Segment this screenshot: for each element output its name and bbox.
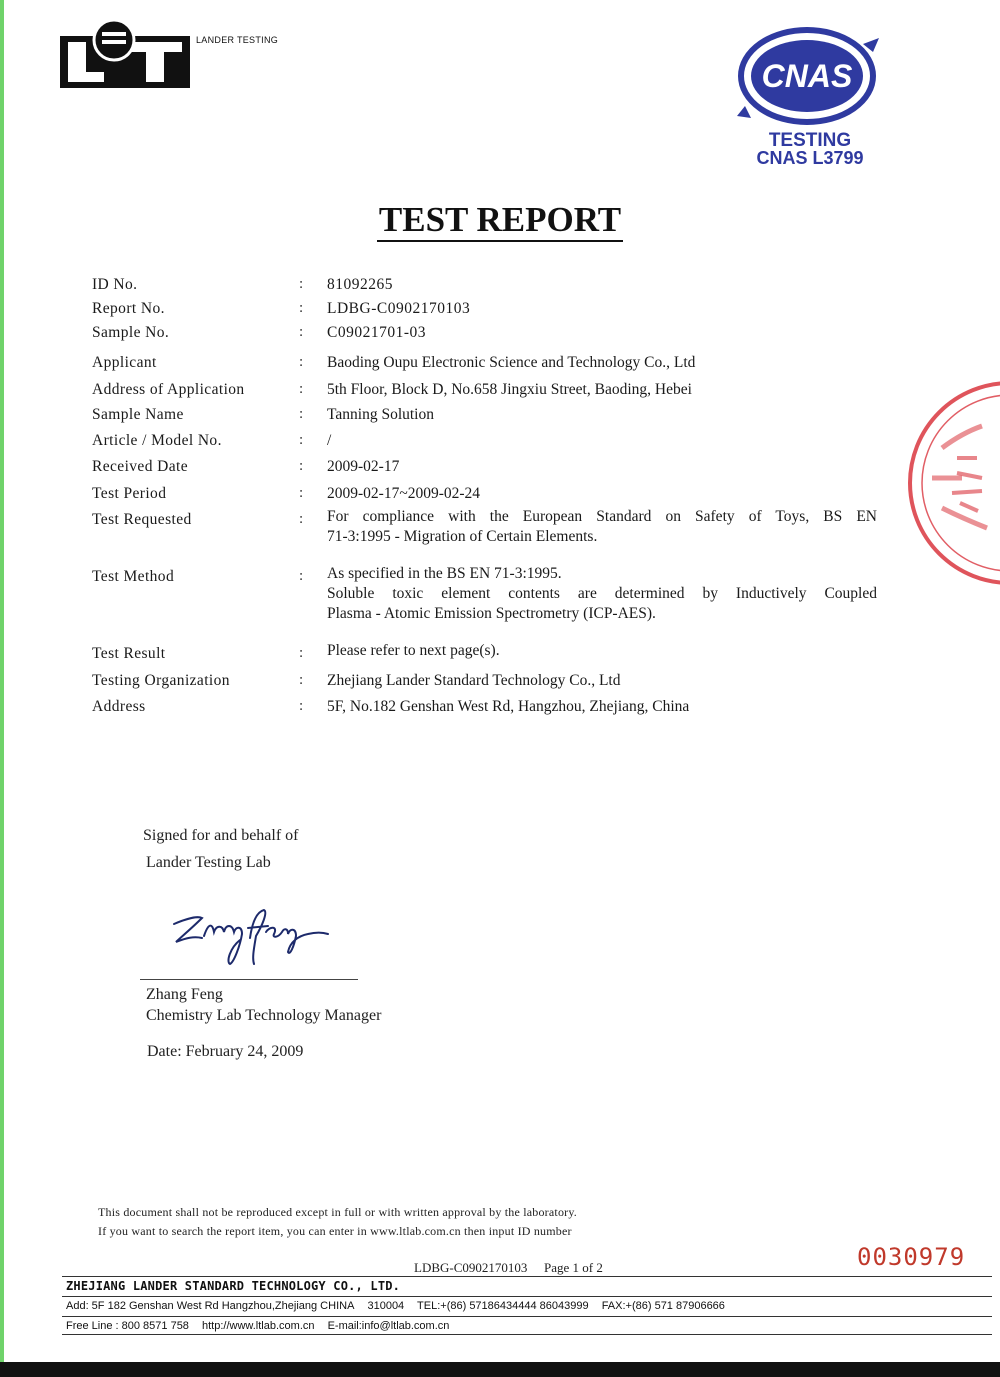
field-value: 2009-02-17~2009-02-24 xyxy=(327,485,481,502)
footer-tel: TEL:+(86) 57186434444 86043999 xyxy=(417,1300,589,1312)
signed-for-text: Signed for and behalf of xyxy=(143,827,299,844)
field-value: 5th Floor, Block D, No.658 Jingxiu Street, Baoding, Hebei xyxy=(327,381,692,398)
field-label: Testing Organization xyxy=(92,672,230,689)
field-value-line: 71-3:1995 - Migration of Certain Elements. xyxy=(327,528,598,545)
lab-name-text: Lander Testing Lab xyxy=(146,854,271,871)
field-label: Address of Application xyxy=(92,381,245,398)
logo-text: LANDER TESTING xyxy=(196,35,279,45)
footer-company-name: ZHEJIANG LANDER STANDARD TECHNOLOGY CO., LTD. xyxy=(66,1279,401,1293)
serial-number: 0030979 xyxy=(857,1243,966,1271)
bottom-edge-bar xyxy=(0,1362,1000,1377)
handwritten-signature-icon xyxy=(168,902,338,972)
footer-fax: FAX:+(86) 571 87906666 xyxy=(601,1300,725,1312)
cnas-number-text: CNAS L3799 xyxy=(756,148,864,168)
page-title: TEST REPORT xyxy=(0,200,1000,240)
field-value: Baoding Oupu Electronic Science and Technology Co., Ltd xyxy=(327,354,696,371)
cnas-testing-text: TESTING xyxy=(768,130,852,151)
field-value: 81092265 xyxy=(327,276,393,293)
field-value: Zhejiang Lander Standard Technology Co., Ltd xyxy=(327,672,621,689)
signature-line xyxy=(140,979,358,980)
field-value-line: Soluble toxic element contents are determined by Inductively Coupled xyxy=(327,585,877,602)
footer-web-line xyxy=(66,1320,459,1332)
field-label: Test Result xyxy=(92,645,166,662)
field-value: Please refer to next page(s). xyxy=(327,642,500,659)
lt-logo-icon xyxy=(60,18,190,90)
sign-date: Date: February 24, 2009 xyxy=(147,1043,304,1060)
field-label: Test Period xyxy=(92,485,167,502)
field-value: 5F, No.182 Genshan West Rd, Hangzhou, Zhejiang, China xyxy=(327,698,690,715)
cnas-logo-text: CNAS xyxy=(761,58,853,94)
field-label: Sample No. xyxy=(92,324,170,341)
page-number: Page 1 of 2 xyxy=(544,1260,603,1275)
footer-email[interactable]: E-mail:info@ltlab.com.cn xyxy=(327,1320,450,1332)
field-value: Tanning Solution xyxy=(327,406,434,423)
field-label: Article / Model No. xyxy=(92,432,222,449)
field-label: Sample Name xyxy=(92,406,184,423)
footer-address: Add: 5F 182 Genshan West Rd Hangzhou,Zhejiang CHINA xyxy=(66,1300,355,1312)
field-label: Address xyxy=(92,698,146,715)
field-value-line: Plasma - Atomic Emission Spectrometry (ICP-AES). xyxy=(327,605,656,622)
footer-website[interactable]: http://www.ltlab.com.cn xyxy=(202,1320,315,1332)
field-label: Test Method xyxy=(92,568,175,585)
disclaimer-line-2: If you want to search the report item, you can enter in www.ltlab.com.cn then input ID number xyxy=(98,1224,572,1238)
field-label: Received Date xyxy=(92,458,188,475)
field-value-line: For compliance with the European Standard on Safety of Toys, BS EN xyxy=(327,508,877,525)
footer-mid-rule xyxy=(62,1296,992,1297)
red-seal-stamp-icon xyxy=(902,378,1000,588)
signer-name: Zhang Feng xyxy=(146,986,223,1003)
field-value: / xyxy=(327,432,332,449)
footer-contact-line xyxy=(66,1300,735,1312)
signer-role: Chemistry Lab Technology Manager xyxy=(146,1007,382,1024)
footer-postcode: 310004 xyxy=(367,1300,405,1312)
cnas-mark-icon xyxy=(735,14,885,174)
field-value-line: As specified in the BS EN 71-3:1995. xyxy=(327,565,562,582)
field-value: C09021701-03 xyxy=(327,324,426,341)
field-value: LDBG-C0902170103 xyxy=(327,300,471,317)
footer-free-line: Free Line : 800 8571 758 xyxy=(66,1320,189,1332)
disclaimer-line-1: This document shall not be reproduced except in full or with written approval by the laboratory. xyxy=(98,1205,577,1219)
field-value: 2009-02-17 xyxy=(327,458,400,475)
field-label: Report No. xyxy=(92,300,165,317)
field-label: ID No. xyxy=(92,276,138,293)
field-label: Test Requested xyxy=(92,511,192,528)
footer-report-no: LDBG-C0902170103 xyxy=(414,1260,528,1275)
footer-rule-3 xyxy=(62,1316,992,1317)
footer-top-rule xyxy=(62,1276,992,1277)
field-label: Applicant xyxy=(92,354,157,371)
footer-bottom-rule xyxy=(62,1334,992,1335)
